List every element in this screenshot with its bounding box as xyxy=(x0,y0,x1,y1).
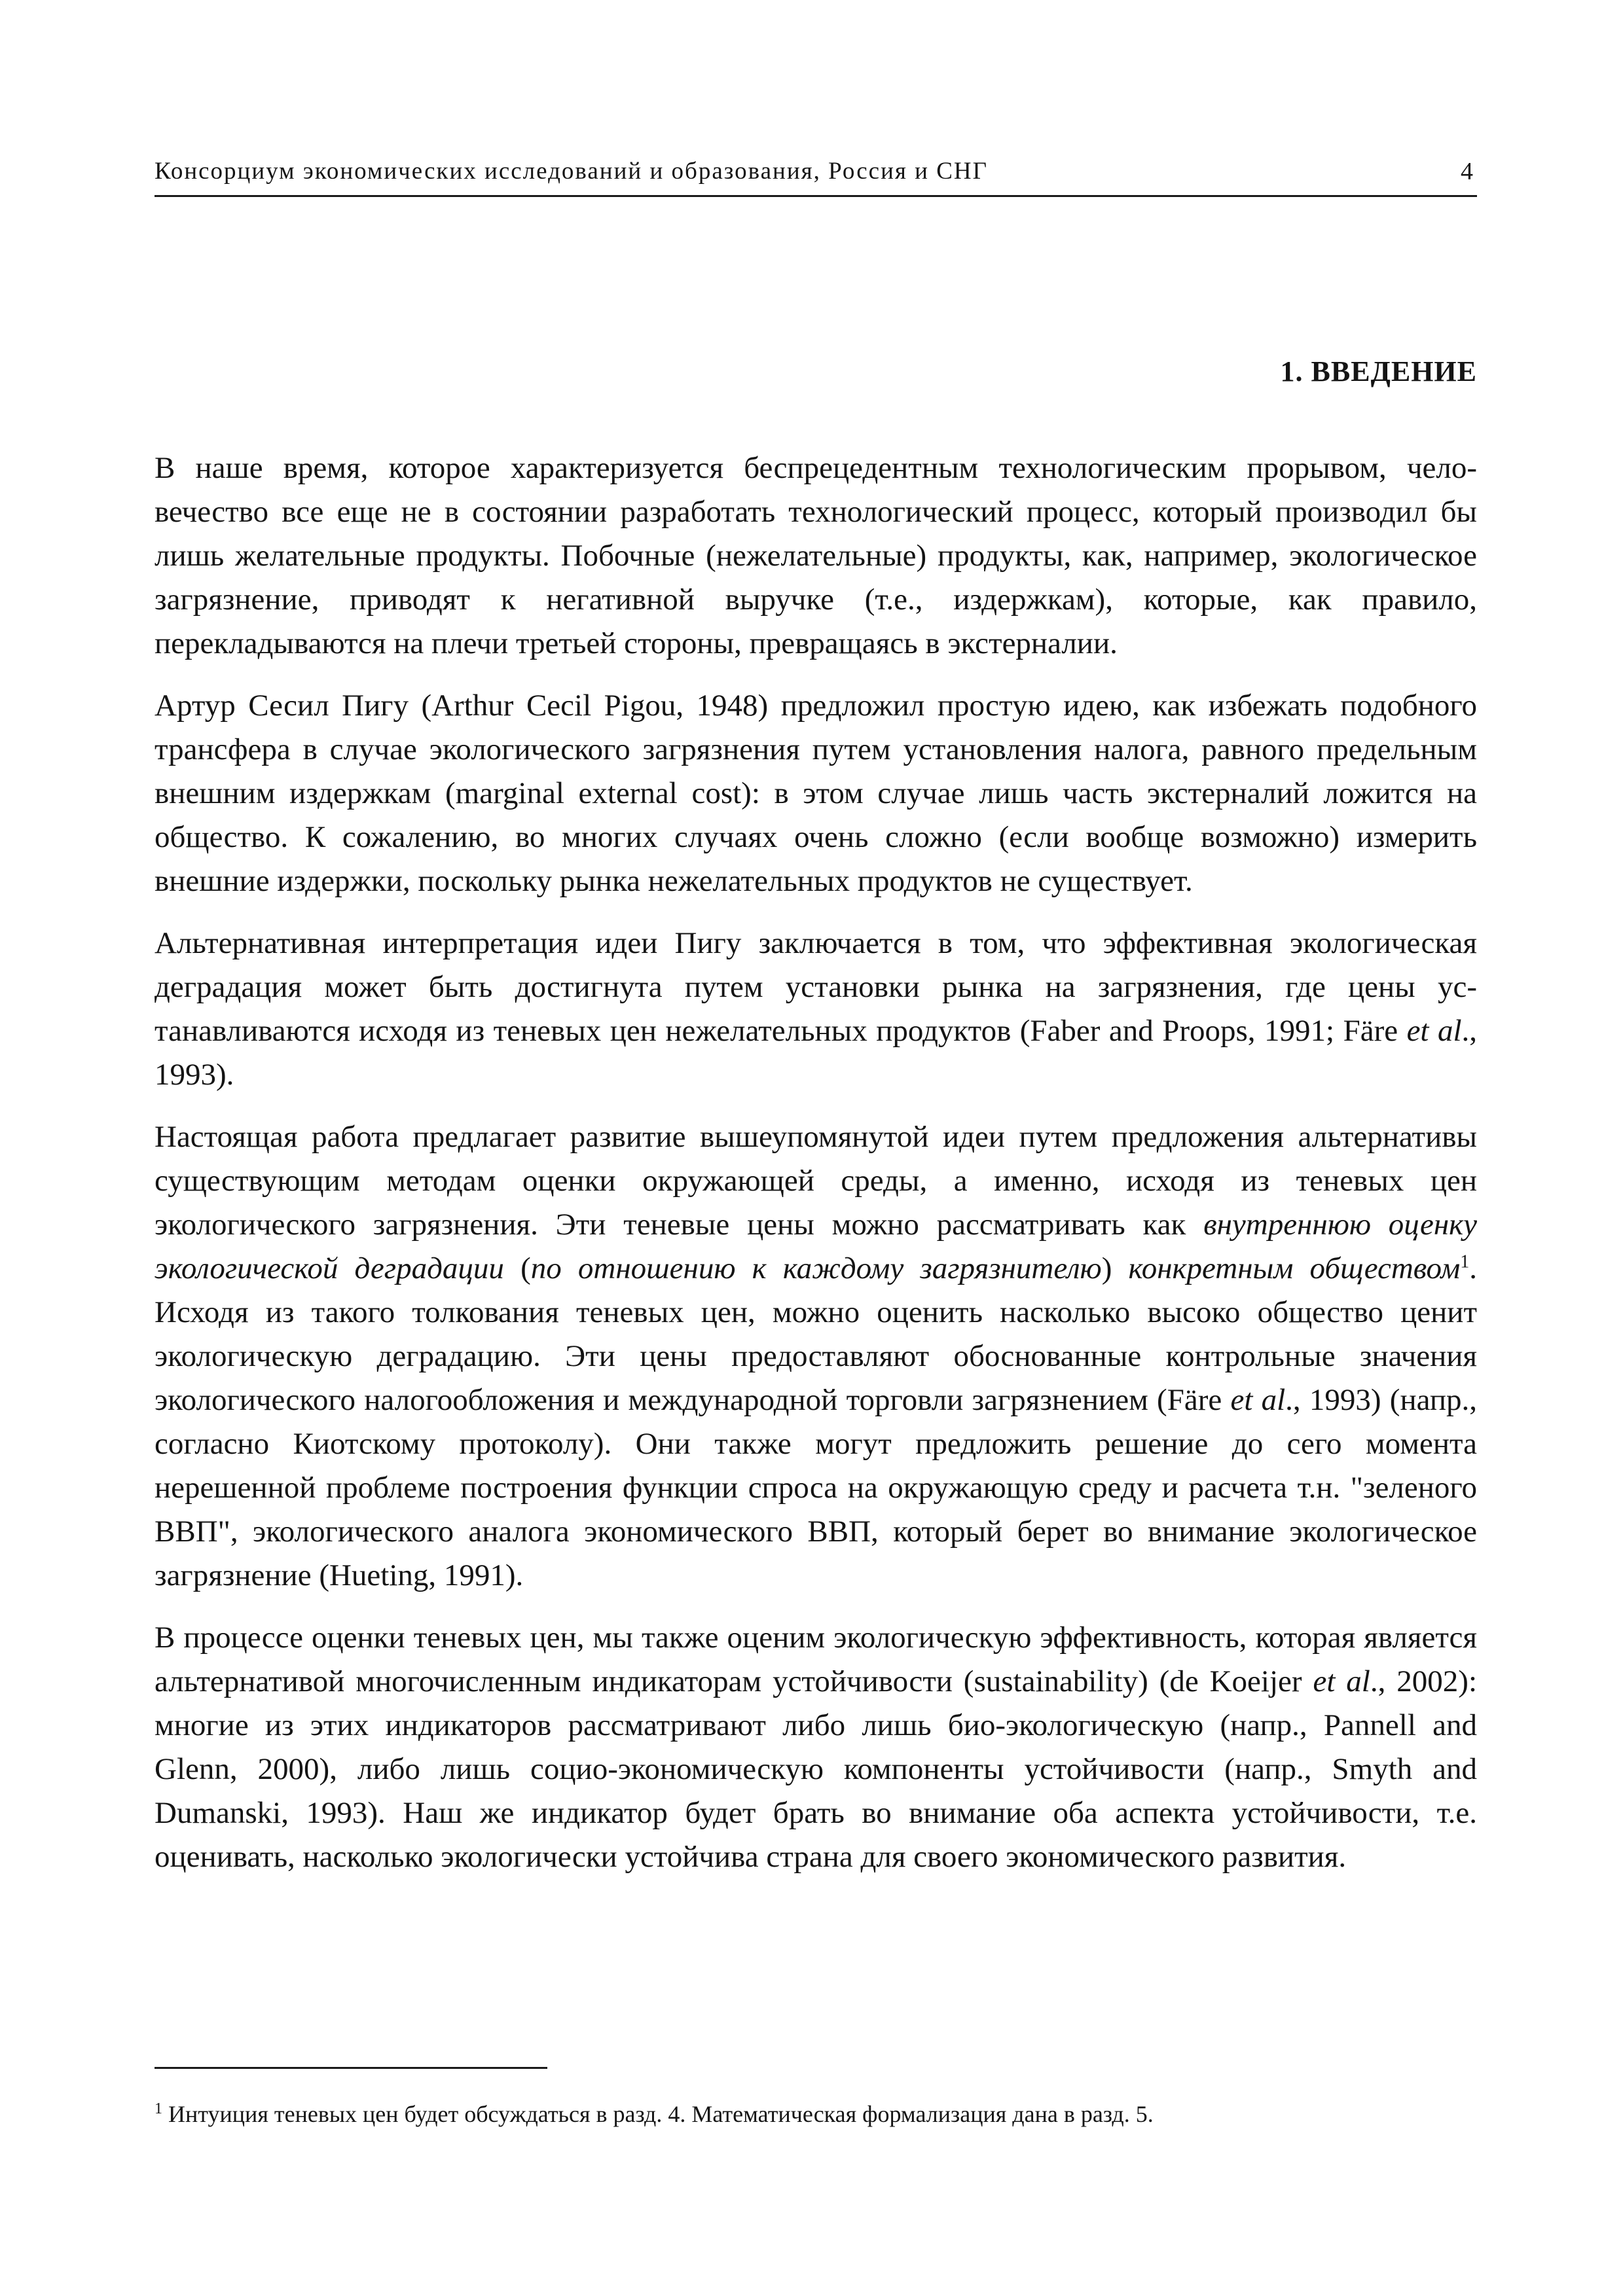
footnote-divider xyxy=(155,2067,547,2069)
header-title: Консорциум экономических исследований и образования, Россия и СНГ xyxy=(155,158,989,185)
paragraph-5 xyxy=(155,1616,1477,1879)
paragraph-1: В наше время, которое характеризуется беспрецедентным технологическим прорывом, человечество все еще не в состоянии разработать технологический процесс, который производил бы лишь желательные продукты. Побочные (нежелательные) продукты, как, например, экологическое загрязнение, приводят к негативной выручке (т.е., издержкам), которые, как правило, перекладываются на плечи третьей стороны, превращаясь в экстерналии. xyxy=(155,451,1477,660)
paragraph-4-part-d: . Исходя из такого толкования теневых цен, можно оценить насколько высоко общество ценит экологическую деградацию. Эти цены предоставляют обоснованные контрольные значения экологического налогообложения и международной торговли загрязнением (Färe xyxy=(155,1251,1478,1417)
citation-etal: et al xyxy=(1230,1383,1286,1417)
footnote xyxy=(155,2100,1477,2128)
emphasis-internal-valuation: внутреннюю оценку экологической деградации xyxy=(155,1208,1478,1285)
citation-etal: et al xyxy=(1313,1664,1370,1698)
citation-year: ., 1993). xyxy=(155,1014,1478,1092)
running-header xyxy=(155,152,1477,197)
paragraph-3-text: Альтернативная интерпретация идеи Пигу заключается в том, что эффективная экологическая деградация может быть достигнута путем установки рынка на загрязнения, где цены устанавливаются исходя из теневых цен нежелательных продуктов (Faber and Proops, 1991; xyxy=(155,926,1477,1048)
body-text xyxy=(155,446,1477,1897)
paragraph-2: Артур Сесил Пигу (Arthur Cecil Pigou, 1948) предложил простую идею, как избежать подобного трансфера в случае экологического загрязнения путем установления налога, равного предельным внешним издержкам (marginal external cost): в этом случае лишь часть экстерналий ложится на общество. К сожалению, во многих случаях очень сложно (если вообще возможно) измерить внешние издержки, поскольку рынка нежелательных продуктов не существует. xyxy=(155,689,1477,898)
paren-open: ( xyxy=(520,1251,531,1285)
footnote-ref[interactable]: 1 xyxy=(1460,1251,1470,1272)
page-number: 4 xyxy=(1461,158,1473,185)
emphasis-specific-society: конкретным обществом xyxy=(1128,1251,1461,1285)
section-heading: 1. ВВЕДЕНИЕ xyxy=(1280,355,1477,387)
footnote-marker: 1 xyxy=(155,2100,162,2117)
citation-author: Färe xyxy=(1343,1014,1398,1048)
paragraph-4-part-a: Настоящая работа предлагает развитие вышеупомянутой идеи путем предложения альтернативы существующим методам оценки окружающей среды, а именно, исходя из теневых цен экологического загрязнения. Эти теневые цены можно рассматривать как xyxy=(155,1120,1477,1242)
paren-close: ) xyxy=(1101,1251,1112,1285)
paragraph-4 xyxy=(155,1115,1477,1598)
emphasis-per-polluter: по отношению к каждому загрязнителю xyxy=(530,1251,1102,1285)
footnote-text: Интуиция теневых цен будет обсуждаться в разд. 4. Математическая формализация дана в разд. 5. xyxy=(168,2101,1154,2127)
paragraph-4-part-e: ., 1993) (напр., согласно Киотскому протоколу). Они также могут предложить решение до сего момента нерешенной проблеме построения функции спроса на окружающую среду и расчета т.н. "зеленого ВВП", экологического аналога экономического ВВП, который берет во внимание экологическое загрязнение (Hueting, 1991). xyxy=(155,1383,1477,1592)
paragraph-3 xyxy=(155,922,1477,1097)
citation-etal: et al xyxy=(1406,1014,1462,1048)
paragraph-5-part-b: ., 2002): многие из этих индикаторов рассматривают либо лишь био-экологическую (напр., Pannell and Glenn, 2000), либо лишь социо-экономическую компоненты устойчивости (напр., Smyth and Dumanski, 1993). Наш же индикатор будет брать во внимание оба аспекта устойчивости, т.е. оценивать, насколько экологически устойчива страна для своего экономического развития. xyxy=(155,1664,1478,1874)
paragraph-5-part-a: В процессе оценки теневых цен, мы также оценим экологическую эффективность, которая является альтернативой многочисленным индикаторам устойчивости (sustainability) (de Koeijer xyxy=(155,1621,1477,1698)
